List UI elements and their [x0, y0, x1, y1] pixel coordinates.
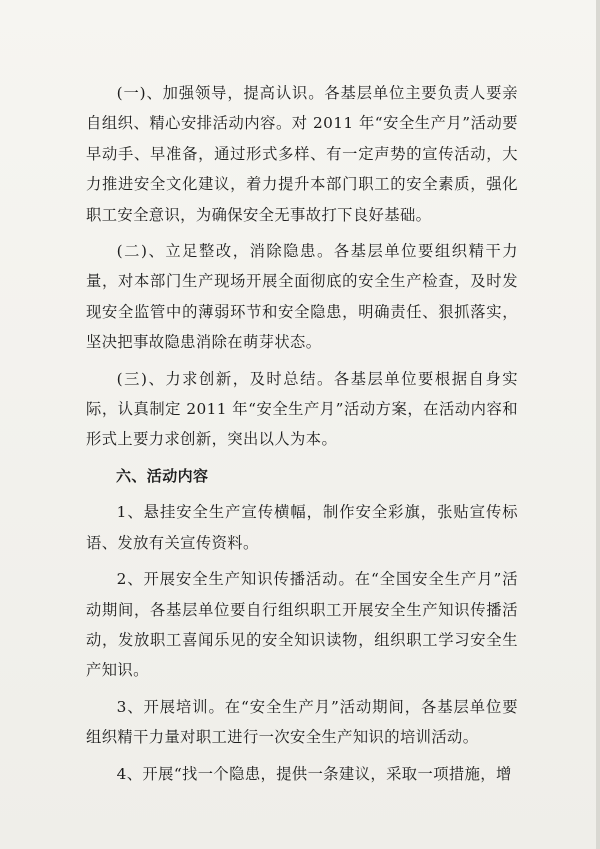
paragraph-innovation: (三)、力求创新，及时总结。各基层单位要根据自身实际，认真制定 2011 年“安全生产月”活动方案，在活动内容和形式上要力求创新，突出以人为本。	[86, 369, 518, 449]
document-body	[86, 78, 518, 789]
activity-item-2: 2、开展安全生产知识传播活动。在“全国安全生产月”活动期间，各基层单位要自行组织职工开展安全生产知识传播活动，发放职工喜闻乐见的安全知识读物，组织职工学习安全生产知识。	[86, 570, 518, 680]
page-edge	[596, 0, 600, 849]
section-heading-activities: 六、活动内容	[116, 466, 209, 485]
paragraph-leadership: (一)、加强领导，提高认识。各基层单位主要负责人要亲自组织、精心安排活动内容。对 2011 年“安全生产月”活动要早动手、早准备，通过形式多样、有一定声势的宣传活动，大力推进安全文化建议，着力提升本部门职工的安全素质，强化职工安全意识，为确保安全无事故打下良好基础。	[86, 84, 518, 224]
paragraph-rectification: (二)、立足整改，消除隐患。各基层单位要组织精干力量，对本部门生产现场开展全面彻底的安全生产检查，及时发现安全监管中的薄弱环节和安全隐患，明确责任、狠抓落实，坚决把事故隐患消除在萌芽状态。	[86, 242, 518, 352]
activity-item-1: 1、悬挂安全生产宣传横幅，制作安全彩旗，张贴宣传标语、发放有关宣传资料。	[86, 503, 518, 552]
activity-item-4: 4、开展“找一个隐患，提供一条建议，采取一项措施，增	[116, 764, 512, 783]
activity-item-3: 3、开展培训。在“安全生产月”活动期间，各基层单位要组织精干力量对职工进行一次安全生产知识的培训活动。	[86, 697, 518, 747]
